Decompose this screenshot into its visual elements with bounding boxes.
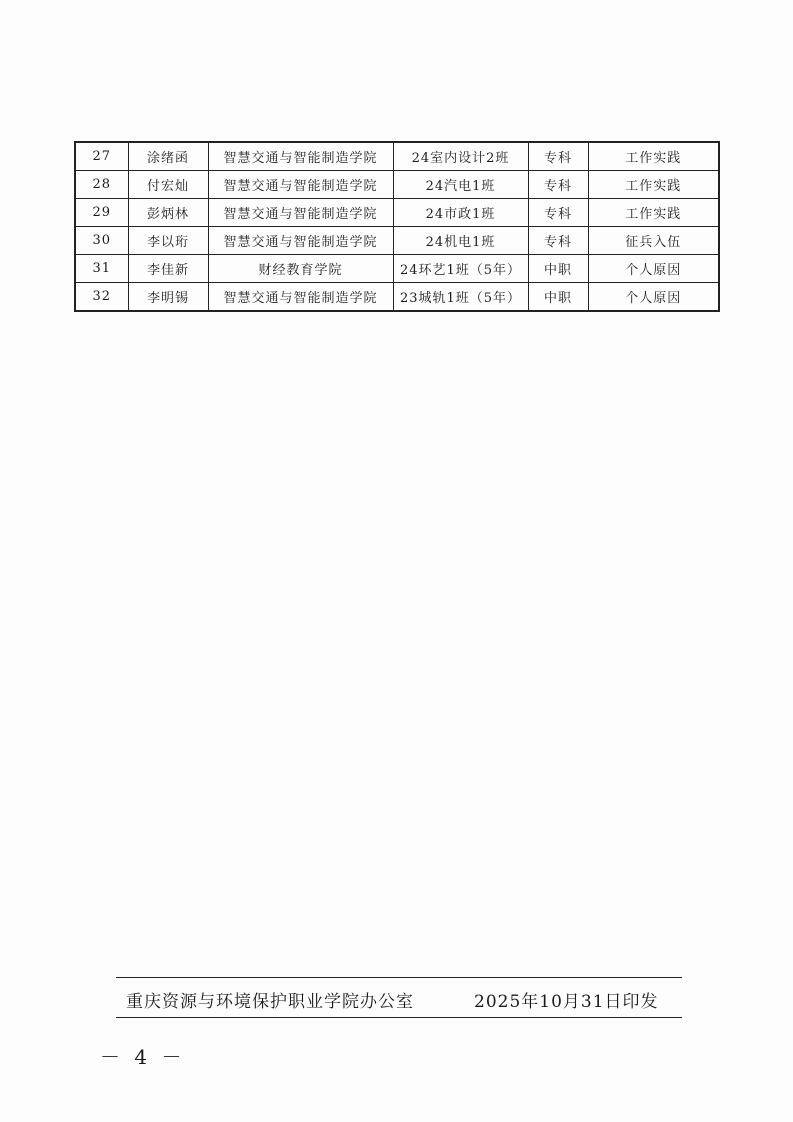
cell-student-name: 李明锡	[128, 283, 208, 312]
cell-student-name: 李佳新	[128, 255, 208, 283]
cell-reason: 个人原因	[588, 283, 719, 312]
cell-level: 专科	[528, 142, 588, 171]
cell-reason: 个人原因	[588, 255, 719, 283]
cell-student-name: 涂绪函	[128, 142, 208, 171]
cell-level: 专科	[528, 199, 588, 227]
cell-level: 专科	[528, 171, 588, 199]
cell-row-index: 31	[75, 255, 128, 283]
cell-reason: 工作实践	[588, 142, 719, 171]
footer-rule-top	[116, 977, 682, 978]
student-table	[74, 141, 720, 312]
cell-college: 智慧交通与智能制造学院	[208, 227, 393, 255]
cell-row-index: 30	[75, 227, 128, 255]
table-row	[75, 227, 719, 255]
footer-issuer: 重庆资源与环境保护职业学院办公室	[126, 992, 414, 1012]
cell-row-index: 28	[75, 171, 128, 199]
cell-row-index: 29	[75, 199, 128, 227]
cell-reason: 征兵入伍	[588, 227, 719, 255]
student-table-body	[75, 142, 719, 311]
page-number: － 4 －	[100, 1045, 186, 1069]
table-row	[75, 199, 719, 227]
footer-date: 2025年10月31日印发	[474, 992, 659, 1012]
cell-college: 智慧交通与智能制造学院	[208, 283, 393, 312]
footer-rule-bottom	[116, 1017, 682, 1018]
cell-reason: 工作实践	[588, 171, 719, 199]
table-row	[75, 142, 719, 171]
cell-class-name: 24机电1班	[393, 227, 528, 255]
cell-class-name: 24市政1班	[393, 199, 528, 227]
cell-class-name: 23城轨1班（5年）	[393, 283, 528, 312]
cell-reason: 工作实践	[588, 199, 719, 227]
cell-student-name: 李以珩	[128, 227, 208, 255]
cell-student-name: 付宏灿	[128, 171, 208, 199]
table-row	[75, 283, 719, 312]
cell-student-name: 彭炳林	[128, 199, 208, 227]
table-row	[75, 171, 719, 199]
cell-college: 智慧交通与智能制造学院	[208, 199, 393, 227]
cell-class-name: 24环艺1班（5年）	[393, 255, 528, 283]
cell-class-name: 24室内设计2班	[393, 142, 528, 171]
cell-college: 智慧交通与智能制造学院	[208, 142, 393, 171]
cell-class-name: 24汽电1班	[393, 171, 528, 199]
cell-college: 智慧交通与智能制造学院	[208, 171, 393, 199]
cell-level: 中职	[528, 255, 588, 283]
table-row	[75, 255, 719, 283]
cell-row-index: 32	[75, 283, 128, 312]
cell-level: 中职	[528, 283, 588, 312]
cell-college: 财经教育学院	[208, 255, 393, 283]
cell-level: 专科	[528, 227, 588, 255]
cell-row-index: 27	[75, 142, 128, 171]
